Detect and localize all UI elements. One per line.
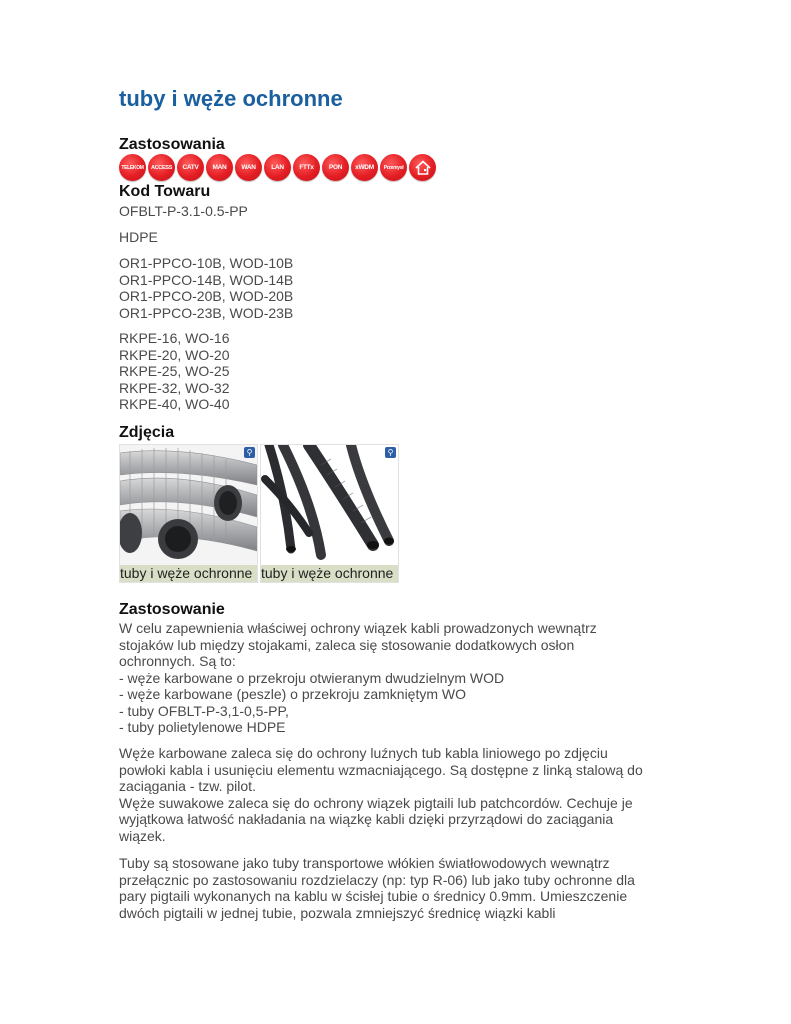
photos-heading: Zdjęcia bbox=[119, 424, 175, 441]
usage-line: - węże karbowane (peszle) o przekroju zamkniętym WO bbox=[119, 686, 467, 702]
corrugated-hose-paragraph bbox=[119, 745, 643, 844]
usage-paragraph bbox=[119, 620, 597, 736]
para-line: wiązek. bbox=[119, 827, 166, 844]
application-badges bbox=[119, 154, 436, 180]
para-line: wyjątkowa łatwość nakładania na wiązkę kabli dzięki przyrządowi do zaciągania bbox=[119, 811, 614, 827]
para-line: zaciągania - tzw. pilot. bbox=[119, 778, 256, 794]
applications-heading: Zastosowania bbox=[119, 136, 225, 153]
photo-gallery bbox=[119, 444, 401, 583]
badge-xwdm: xWDM bbox=[351, 154, 378, 181]
para-line: Węże karbowane zaleca się do ochrony luźnych tub kabla liniowego po zdjęciu bbox=[119, 745, 608, 761]
tubes-paragraph bbox=[119, 855, 635, 921]
badge-fttx: FTTx bbox=[293, 154, 320, 181]
code-line: HDPE bbox=[119, 229, 158, 245]
photo-black-conduit[interactable] bbox=[260, 444, 399, 583]
home-icon bbox=[409, 154, 436, 181]
badge-access: ACCESS bbox=[148, 154, 175, 181]
badge-przemysl: Przemysł bbox=[380, 154, 407, 181]
para-line: dwóch pigtaili w jednej tubie, pozwala zmniejszyć średnicę wiązki kabli bbox=[119, 904, 556, 921]
para-line: pary pigtaili wykonanych na kablu w ścisłej tubie o średnicy 0.9mm. Umieszczenie bbox=[119, 888, 628, 904]
usage-line: - tuby OFBLT-P-3,1-0,5-PP, bbox=[119, 702, 289, 719]
code-line: OFBLT-P-3.1-0.5-PP bbox=[119, 203, 248, 219]
code-line: OR1-PPCO-20B, WOD-20B bbox=[119, 288, 294, 304]
usage-line: stojaków lub między stojakami, zaleca się stosowanie dodatkowych osłon bbox=[119, 636, 575, 653]
para-line: przełącznic po zastosowaniu rozdzielaczy (np: typ R-06) lub jako tuby ochronne dla bbox=[119, 871, 635, 888]
badge-man: MAN bbox=[206, 154, 233, 181]
code-line: OR1-PPCO-14B, WOD-14B bbox=[119, 271, 294, 288]
usage-line: W celu zapewnienia właściwej ochrony wiązek kabli prowadzonych wewnątrz bbox=[119, 620, 597, 636]
code-line: RKPE-40, WO-40 bbox=[119, 396, 230, 412]
usage-line: - tuby polietylenowe HDPE bbox=[119, 719, 286, 735]
code-line: RKPE-20, WO-20 bbox=[119, 346, 230, 363]
code-line: RKPE-32, WO-32 bbox=[119, 379, 230, 396]
para-line: Węże suwakowe zaleca się do ochrony wiązek pigtaili lub patchcordów. Cechuje je bbox=[119, 794, 633, 811]
black-conduit-image bbox=[261, 445, 398, 565]
badge-wan: WAN bbox=[235, 154, 262, 181]
code-group-2 bbox=[119, 229, 158, 246]
badge-lan: LAN bbox=[264, 154, 291, 181]
usage-line: ochronnych. Są to: bbox=[119, 653, 236, 669]
zoom-icon[interactable]: ⚲ bbox=[244, 447, 255, 458]
code-group-1 bbox=[119, 203, 248, 220]
code-line: RKPE-16, WO-16 bbox=[119, 330, 230, 346]
product-code-heading: Kod Towaru bbox=[119, 183, 211, 200]
para-line: Tuby są stosowane jako tuby transportowe włókien światłowodowych wewnątrz bbox=[119, 855, 610, 871]
code-line: OR1-PPCO-10B, WOD-10B bbox=[119, 255, 294, 271]
code-line: OR1-PPCO-23B, WOD-23B bbox=[119, 304, 294, 321]
page-title: tuby i węże ochronne bbox=[119, 86, 343, 111]
photo-grey-conduit[interactable] bbox=[119, 444, 258, 583]
badge-catv: CATV bbox=[177, 154, 204, 181]
photo-caption: tuby i węże ochronne bbox=[120, 565, 257, 582]
code-group-3 bbox=[119, 255, 293, 321]
code-line: RKPE-25, WO-25 bbox=[119, 363, 230, 379]
grey-conduit-image bbox=[120, 445, 257, 565]
para-line: powłoki kabla i usunięciu elementu wzmacniającego. Są dostępne z linką stalową do bbox=[119, 761, 643, 778]
badge-pon: PON bbox=[322, 154, 349, 181]
photo-caption: tuby i węże ochronne bbox=[261, 565, 398, 582]
usage-heading: Zastosowanie bbox=[119, 601, 225, 618]
zoom-icon[interactable]: ⚲ bbox=[385, 447, 396, 458]
code-group-4 bbox=[119, 330, 229, 413]
usage-line: - węże karbowane o przekroju otwieranym dwudzielnym WOD bbox=[119, 669, 505, 686]
badge-telekom: TELEKOM bbox=[119, 154, 146, 181]
